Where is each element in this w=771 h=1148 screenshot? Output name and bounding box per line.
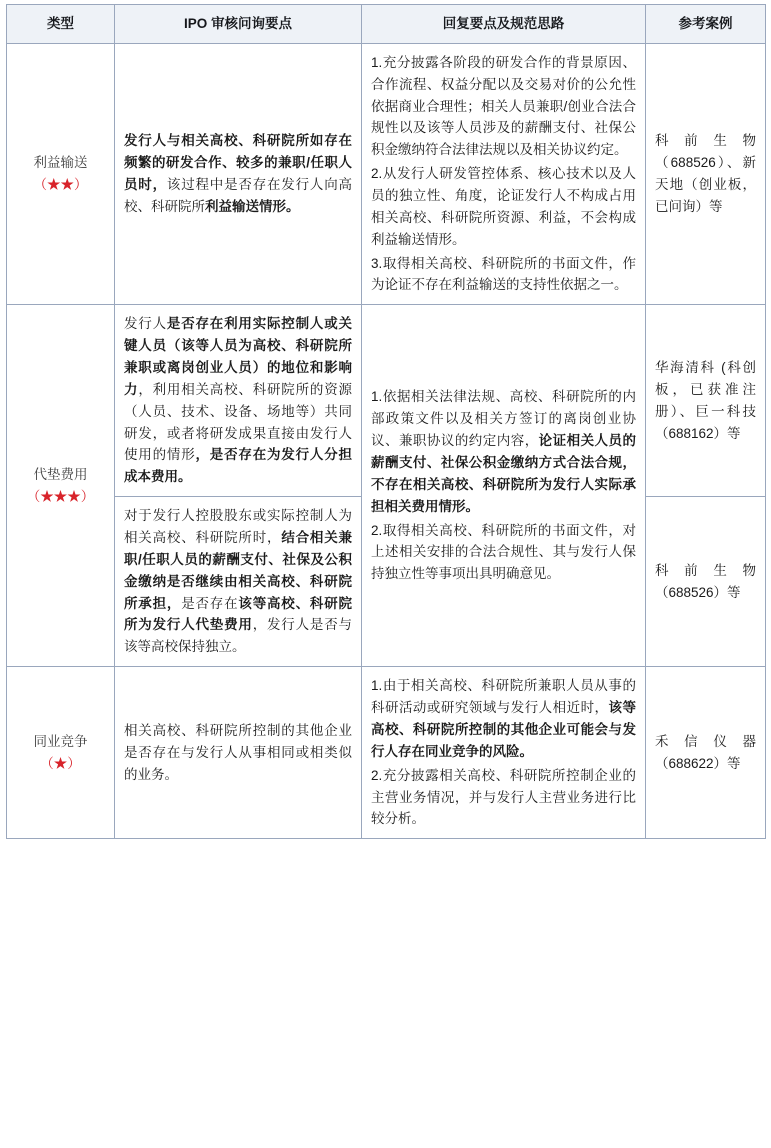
row-type-label: 代垫费用	[33, 466, 88, 482]
body-text: 1.由于相关高校、科研院所兼职人员从事的科研活动或研究领域与发行人相近时，	[371, 678, 636, 716]
row-type-cell	[7, 305, 115, 667]
table-row	[7, 305, 766, 497]
review-point-cell	[115, 305, 362, 497]
emphasis-text: 结合相关兼职/任职人员的薪酬支付、社保及公积金缴纳是否继续由相关高校、科研院所承担，	[124, 530, 353, 611]
table-row	[7, 667, 766, 839]
body-text: ，发行人是否与该等高校保持独立。	[124, 617, 353, 655]
body-text: 该过程中是否存在发行人向高校、科研院所	[124, 177, 353, 214]
body-text: 发行人	[124, 316, 167, 332]
answer-paragraph	[371, 386, 636, 517]
emphasis-text: 是否存在利用实际控制人或关键人员（该等人员为高校、科研院所兼职或离岗创业人员）的地位和影响力	[124, 316, 353, 397]
emphasis-text: 发行人与相关高校、科研院所如存在频繁的研发合作、较多的兼职/任职人员时，	[124, 133, 352, 193]
answer-cell	[362, 305, 646, 667]
column-header-case: 参考案例	[646, 5, 766, 44]
row-type-cell	[7, 667, 115, 839]
row-priority-stars: （★★）	[33, 177, 88, 193]
column-header-point: IPO 审核问询要点	[115, 5, 362, 44]
review-point-paragraph	[124, 130, 352, 217]
table-header	[7, 5, 766, 44]
body-text: 3.取得相关高校、科研院所的书面文件，作为论证不存在利益输送的支持性依据之一。	[371, 255, 636, 293]
review-point-paragraph	[124, 720, 352, 786]
body-text: ，利用相关高校、科研院所的资源（人员、技术、设备、场地等）共同研发，或者将研发成果直接由发行人使用的情形	[124, 381, 353, 463]
ipo-review-table	[6, 4, 766, 839]
body-text: 2.从发行人研发管控体系、核心技术以及人员的独立性、角度，论证发行人不构成占用相关高校、科研院所资源、利益，不会构成利益输送情形。	[371, 166, 636, 247]
body-text: 1.充分披露各阶段的研发合作的背景原因、合作流程、权益分配以及交易对价的公允性依据商业合理性；相关人员兼职/创业合法合规性以及该等人员涉及的薪酬支付、社保公积金缴纳符合法律法规以及相关协议约定。	[371, 54, 636, 158]
answer-cell	[362, 43, 646, 304]
body-text: 是否存在	[181, 595, 239, 611]
answer-paragraph	[371, 163, 636, 250]
answer-paragraph	[371, 765, 636, 831]
emphasis-text: 该等高校、科研院所控制的其他企业可能会与发行人存在同业竞争的风险。	[371, 700, 637, 759]
row-type-label: 同业竞争	[33, 733, 88, 749]
reference-case-cell: 华海清科 (科创板，已获准注册）、巨一科技（688162）等	[646, 305, 766, 497]
table-row	[7, 43, 766, 304]
row-priority-stars: （★）	[40, 755, 81, 771]
review-point-paragraph	[124, 313, 352, 488]
row-type-cell	[7, 43, 115, 304]
answer-paragraph	[371, 52, 636, 161]
reference-case-cell: 科前生物（688526）等	[646, 497, 766, 667]
body-text: 1.依据相关法律法规、高校、科研院所的内部政策文件以及相关方签订的离岗创业协议、兼职协议的约定内容，	[371, 389, 636, 449]
answer-cell	[362, 667, 646, 839]
table-body	[7, 43, 766, 838]
row-type-label: 利益输送	[33, 155, 88, 171]
body-text: 相关高校、科研院所控制的其他企业是否存在与发行人从事相同或相类似的业务。	[124, 722, 352, 782]
column-header-type: 类型	[7, 5, 115, 44]
emphasis-text: 该等高校、科研院所为发行人代垫费用	[124, 595, 353, 633]
emphasis-text: 论证相关人员的薪酬支付、社保公积金缴纳方式合法合规，不存在相关高校、科研院所为发行人实际承担相关费用情形。	[371, 433, 637, 514]
answer-paragraph	[371, 253, 636, 297]
review-point-cell	[115, 497, 362, 667]
reference-case-cell: 禾信仪器（688622）等	[646, 667, 766, 839]
review-point-cell	[115, 667, 362, 839]
review-point-paragraph	[124, 505, 352, 658]
answer-paragraph	[371, 675, 636, 762]
body-text: 2.取得相关高校、科研院所的书面文件，对上述相关安排的合法合规性、其与发行人保持独立性等事项出具明确意见。	[371, 522, 636, 582]
body-text: 2.充分披露相关高校、科研院所控制企业的主营业务情况，并与发行人主营业务进行比较分析。	[371, 767, 636, 827]
review-point-cell	[115, 43, 362, 304]
emphasis-text: ，是否存在为发行人分担成本费用。	[124, 447, 352, 485]
reference-case-cell: 科前生物（688526）、新天地（创业板，已问询）等	[646, 43, 766, 304]
header-row	[7, 5, 766, 44]
column-header-answer: 回复要点及规范思路	[362, 5, 646, 44]
answer-paragraph	[371, 520, 636, 586]
emphasis-text: 利益输送情形。	[205, 198, 300, 214]
row-priority-stars: （★★★）	[26, 488, 95, 504]
body-text: 对于发行人控股股东或实际控制人为相关高校、科研院所时，	[124, 508, 352, 546]
